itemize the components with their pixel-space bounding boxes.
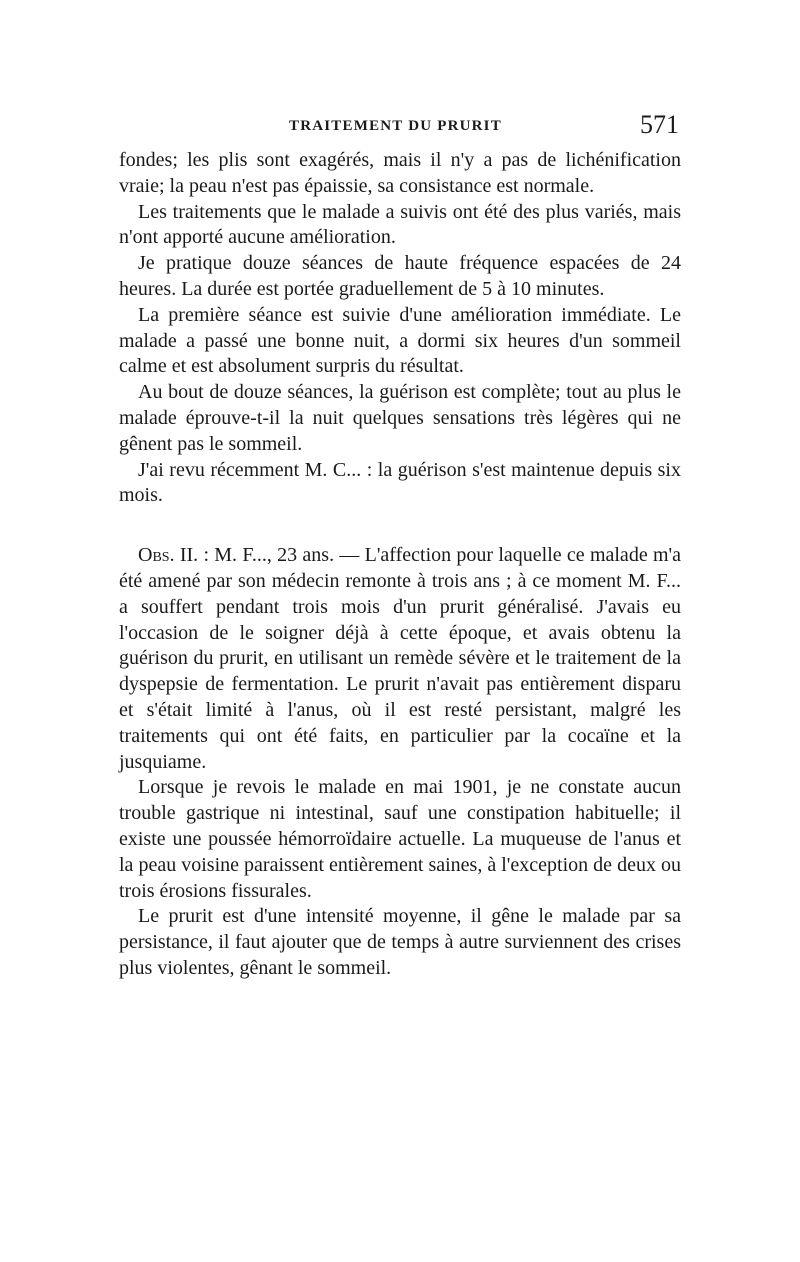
paragraph: La première séance est suivie d'une amélioration immédiate. Le malade a passé une bonne nuit, a dormi six heures d'un sommeil calme et est absolument surpris du résultat. — [119, 303, 681, 378]
paragraph: Le prurit est d'une intensité moyenne, il gêne le malade par sa persistance, il faut ajouter que de temps à autre surviennent des crises plus violentes, gênant le sommeil. — [119, 905, 681, 979]
section-spacer — [119, 509, 681, 543]
paragraph: Je pratique douze séances de haute fréquence espacées de 24 heures. La durée est portée graduellement de 5 à 10 minutes. — [119, 252, 681, 300]
running-title: TRAITEMENT DU PRURIT — [289, 118, 502, 134]
paragraph: J'ai revu récemment M. C... : la guérison s'est maintenue depuis six mois. — [119, 458, 681, 507]
observation-paragraph — [119, 543, 681, 775]
page-number: 571 — [640, 110, 679, 139]
paragraph: fondes; les plis sont exagérés, mais il n'y a pas de lichénification vraie; la peau n'est pas épaissie, sa consistance est normale. — [119, 149, 681, 197]
paragraph: Les traitements que le malade a suivis ont été des plus variés, mais n'ont apporté aucune amélioration. — [119, 200, 681, 249]
body-text — [119, 148, 681, 982]
paragraph: Au bout de douze séances, la guérison est complète; tout au plus le malade éprouve-t-il la nuit quelques sensations très légères qui ne gênent pas le sommeil. — [119, 381, 681, 455]
running-head — [119, 108, 681, 148]
observation-text: : M. F..., 23 ans. — L'affection pour laquelle ce malade m'a été amené par son médecin remonte à trois ans ; à ce moment M. F... a souffert pendant trois mois d'un prurit généralisé. J'avais eu l'occasion de le soigner déjà à cette époque, et avais obtenu la guérison du prurit, en utilisant un remède sévère et le traitement de la dyspepsie de fermentation. Le prurit n'avait pas entièrement disparu et s'était limité à l'anus, où il est resté persistant, malgré les traitements qui ont été faits, en particulier par la cocaïne et la jusquiame. — [119, 544, 682, 773]
observation-label: Obs. II. — [138, 544, 199, 567]
book-page — [119, 108, 681, 982]
paragraph: Lorsque je revois le malade en mai 1901, je ne constate aucun trouble gastrique ni intestinal, sauf une constipation habituelle; il existe une poussée hémorroïdaire actuelle. La muqueuse de l'anus et la peau voisine paraissent entièrement saines, à l'exception de deux ou trois érosions fissurales. — [119, 776, 681, 902]
